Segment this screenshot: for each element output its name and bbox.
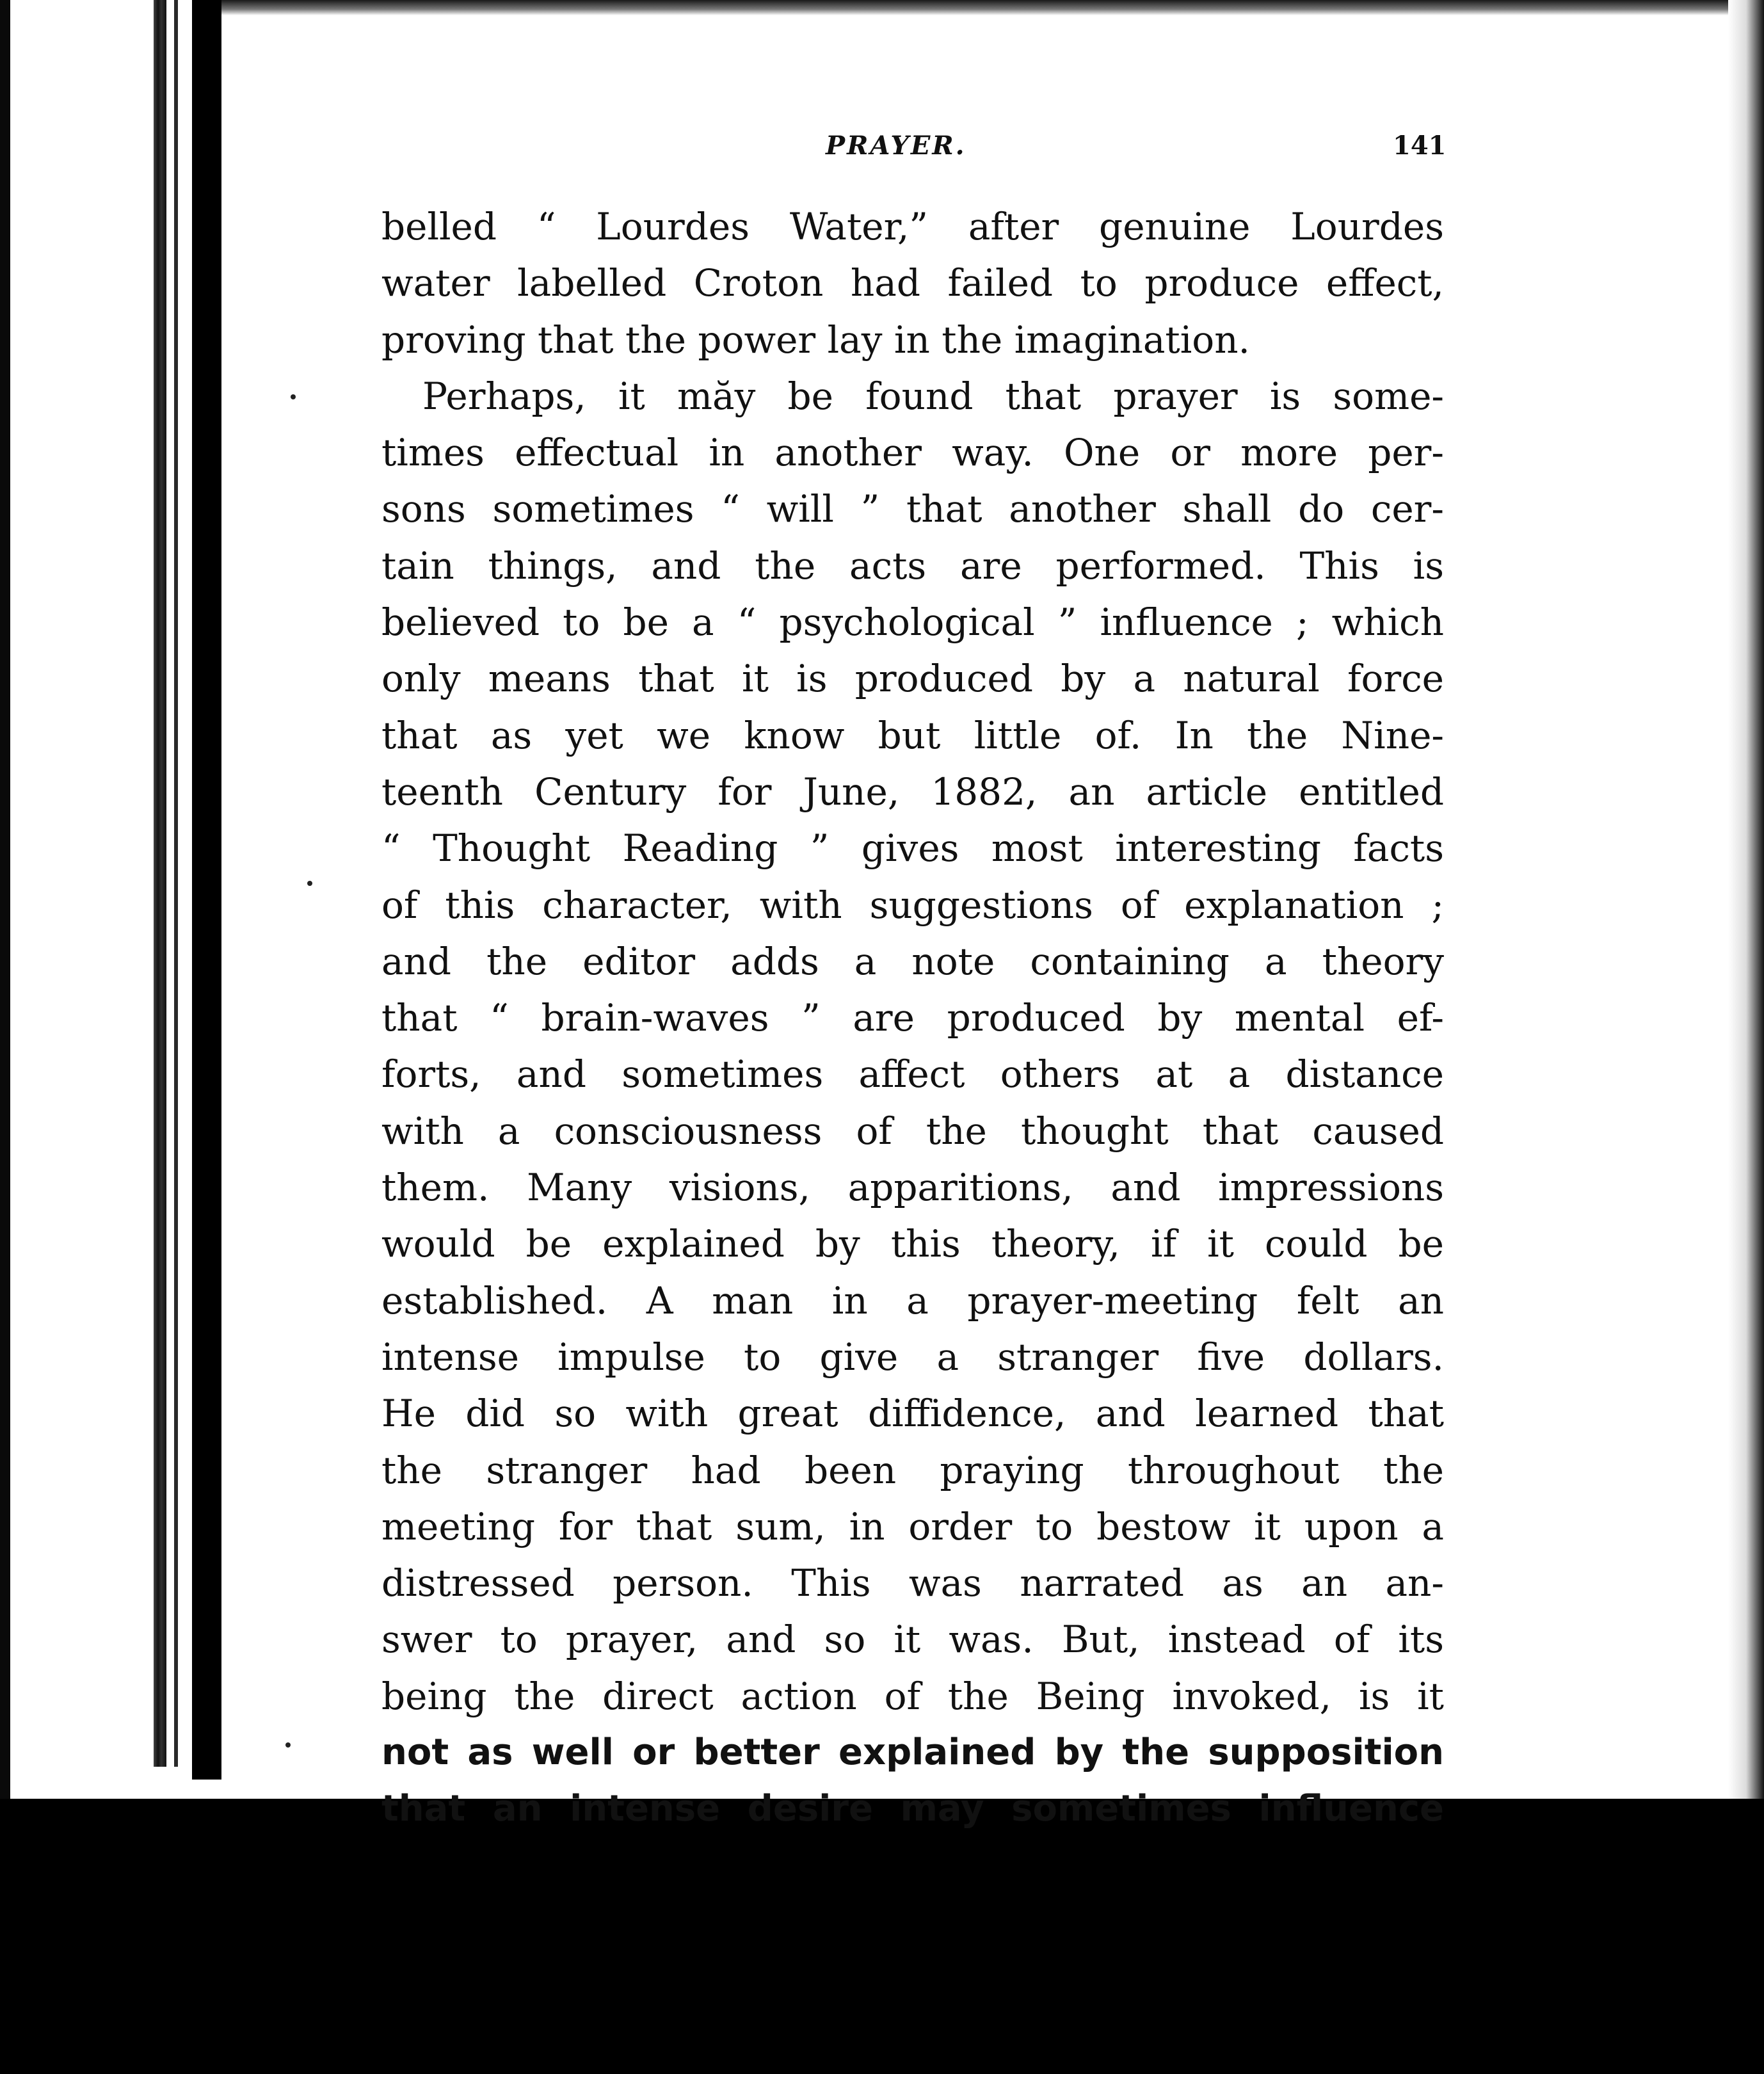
speck-mark (285, 1742, 291, 1748)
text-line: intense impulse to give a stranger five dollars. (381, 1335, 1444, 1379)
text-line: teenth Century for June, 1882, an article entitled (381, 769, 1444, 814)
body-text (381, 198, 1444, 1838)
gutter-shadow (192, 0, 221, 1780)
text-line: belled “ Lourdes Water,” after genuine Lourdes (381, 205, 1444, 248)
text-line: meeting for that sum, in order to bestow it upon a (381, 1504, 1444, 1548)
book-page (221, 15, 1728, 1830)
binding-shadow (154, 0, 166, 1767)
page-right-edge (1728, 0, 1764, 1799)
page-top-edge (221, 0, 1764, 15)
text-line: that an intense desire may sometimes influence (381, 1788, 1444, 1830)
running-head: PRAYER. (826, 131, 966, 161)
text-line: times effectual in another way. One or more per- (381, 431, 1444, 475)
text-line: swer to prayer, and so it was. But, instead of its (381, 1618, 1444, 1662)
binding-edge (0, 0, 10, 2074)
gutter-shadow-thin (174, 0, 178, 1767)
text-line: sons sometimes “ will ” that another shall do cer- (381, 487, 1444, 531)
text-line: Perhaps, it măy be found that prayer is some- (422, 374, 1444, 418)
text-line: would be explained by this theory, if it could be (381, 1222, 1444, 1266)
text-line: established. A man in a prayer-meeting felt an (381, 1278, 1444, 1322)
text-line: proving that the power lay in the imagination. (381, 318, 1250, 362)
text-line: that as yet we know but little of. In the Nine- (381, 713, 1444, 757)
text-line: that “ brain-waves ” are produced by mental ef- (381, 996, 1444, 1040)
text-line: them. Many visions, apparitions, and impressions (381, 1166, 1444, 1210)
page-number: 141 (1393, 131, 1447, 161)
text-line: of this character, with suggestions of explanation ; (381, 883, 1444, 927)
text-line: not as well or better explained by the supposition (381, 1732, 1444, 1774)
text-line: with a consciousness of the thought that caused (381, 1109, 1444, 1153)
text-line: believed to be a “ psychological ” influence ; which (381, 600, 1444, 645)
text-line: only means that it is produced by a natural force (381, 657, 1444, 701)
text-line: and the editor adds a note containing a theory (381, 939, 1444, 983)
text-line: tain things, and the acts are performed. This is (381, 543, 1444, 588)
text-line: being the direct action of the Being invoked, is it (381, 1674, 1444, 1718)
text-line: He did so with great diffidence, and learned that (381, 1392, 1444, 1436)
text-line: the stranger had been praying throughout the (381, 1448, 1444, 1492)
text-line: distressed person. This was narrated as an an- (381, 1561, 1444, 1605)
scan-bottom-border (0, 1799, 1764, 2074)
speck-mark (291, 394, 296, 399)
text-line: forts, and sometimes affect others at a distance (381, 1052, 1444, 1097)
text-line: “ Thought Reading ” gives most interesting facts (381, 826, 1444, 871)
text-line: water labelled Croton had failed to produce effect, (381, 261, 1444, 305)
speck-mark (307, 881, 312, 886)
